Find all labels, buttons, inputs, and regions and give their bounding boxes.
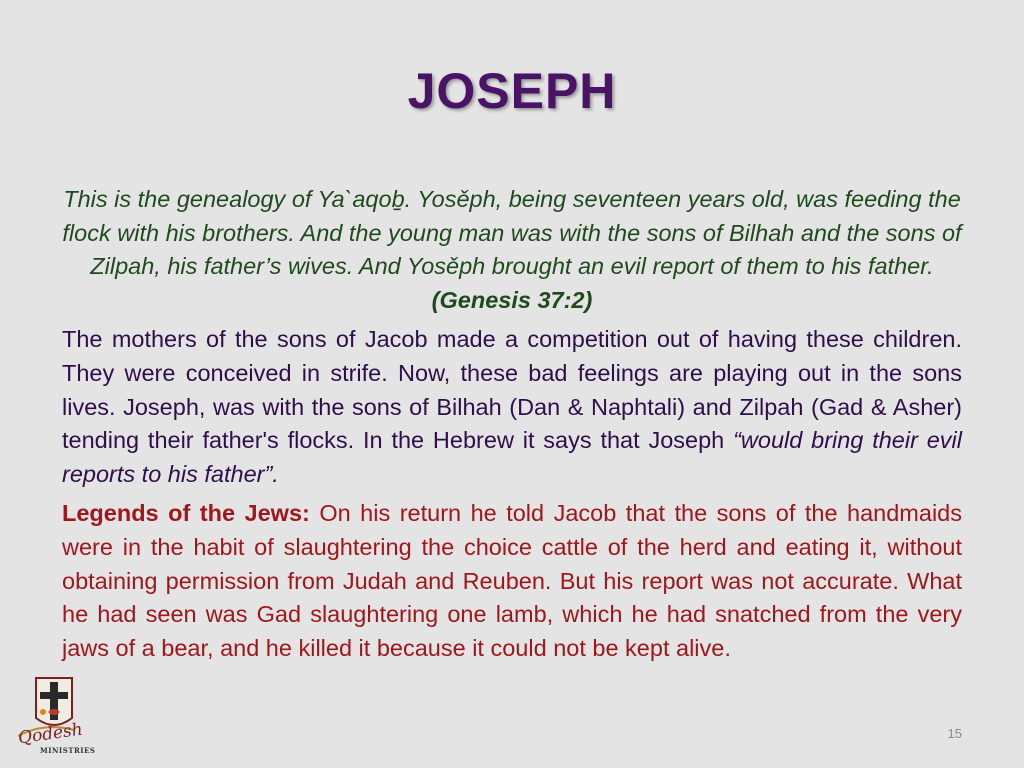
slide-content: [62, 183, 962, 665]
quote-text: This is the genealogy of Ya`aqoḇ. Yosěph, being seventeen years old, was feeding the flock with his brothers. And the young man was with the sons of Bilhah and the sons of Zilpah, his father’s wives. And Yosěph brought an evil report of them to his father.: [62, 186, 962, 280]
legends-text: On his return he told Jacob that the sons of the handmaids were in the habit of slaughtering the choice cattle of the herd and eating it, without obtaining permission from Judah and Reuben. But his report was not accurate. What he had seen was Gad slaughtering one lamb, which he had snatched from the very jaws of a bear, and he killed it because it could not be kept alive.: [62, 500, 962, 661]
page-number: 15: [947, 726, 962, 741]
logo-name: Qodesh: [16, 719, 84, 749]
commentary-text: The mothers of the sons of Jacob made a competition out of having these children. They were conceived in strife. Now, these bad feelings are playing out in the sons lives. Joseph, was with the sons of Bilhah (Dan & Naphtali) and Zilpah (Gad & Asher) tending their father's flocks. In the Hebrew it says that Joseph: [62, 326, 962, 454]
slide-title: JOSEPH: [407, 63, 617, 119]
commentary-paragraph: [62, 323, 962, 491]
quote-reference: (Genesis 37:2): [431, 286, 593, 313]
commentary-italic-quote: “would bring their evil reports to his father”.: [62, 427, 963, 487]
scripture-quote: [62, 183, 962, 317]
logo-subtitle: MINISTRIES: [40, 746, 96, 755]
legends-paragraph: [62, 497, 962, 665]
legends-lead: Legends of the Jews:: [62, 500, 310, 527]
